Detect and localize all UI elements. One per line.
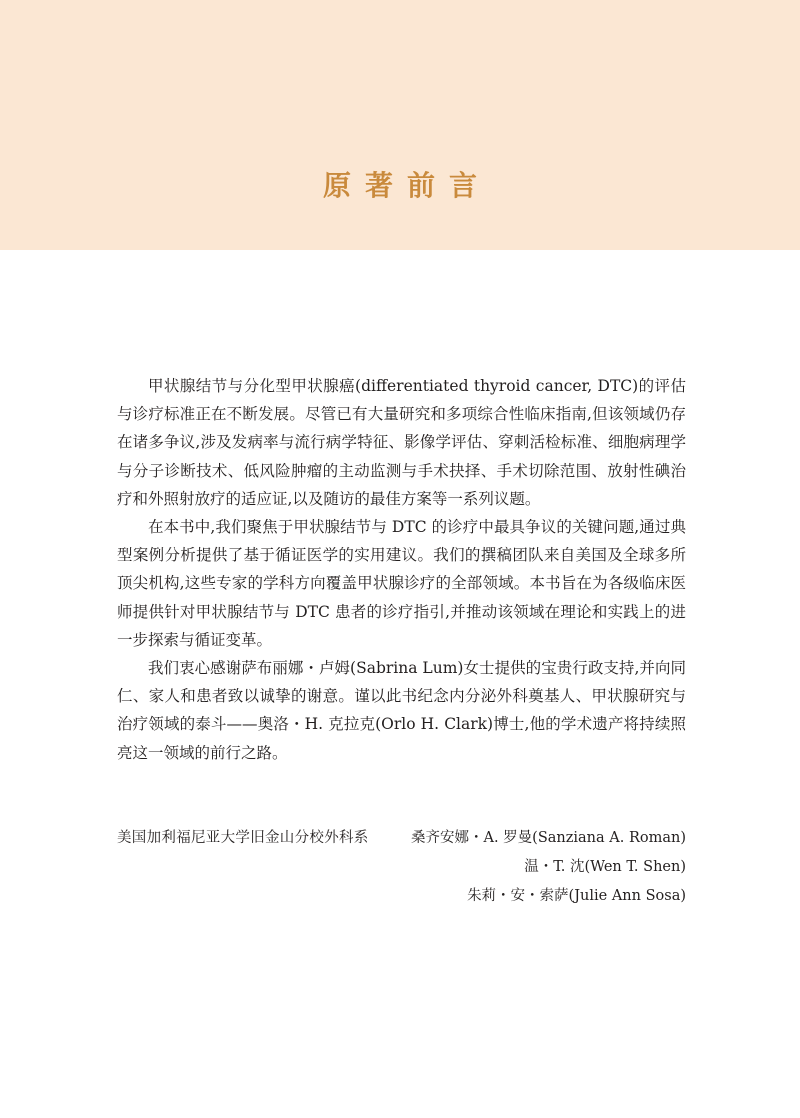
signature-line [117,824,686,853]
signature-block [117,824,686,911]
paragraph: 我们衷心感谢萨布丽娜・卢姆(Sabrina Lum)女士提供的宝贵行政支持,并向同仁、家人和患者致以诚挚的谢意。谨以此书纪念内分泌外科奠基人、甲状腺研究与治疗领域的泰斗——奥洛・H. 克拉克(Orlo H. Clark)博士,他的学术遗产将持续照亮这一领域的前行之路。 [117,659,686,762]
paragraph: 在本书中,我们聚焦于甲状腺结节与 DTC 的诊疗中最具争议的关键问题,通过典型案例分析提供了基于循证医学的实用建议。我们的撰稿团队来自美国及全球多所顶尖机构,这些专家的学科方向覆盖甲状腺诊疗的全部领域。本书旨在为各级临床医师提供针对甲状腺结节与 DTC 患者的诊疗指引,并推动该领域在理论和实践上的进一步探索与循证变革。 [117,518,686,649]
preface-body [117,372,686,767]
author-name: 桑齐安娜・A. 罗曼(Sanziana A. Roman) [410,830,686,846]
signature-line [117,853,686,882]
author-name: 朱莉・安・索萨(Julie Ann Sosa) [467,888,686,904]
header-band [0,0,800,250]
signature-line [117,882,686,911]
paragraph: 甲状腺结节与分化型甲状腺癌(differentiated thyroid cancer, DTC)的评估与诊疗标准正在不断发展。尽管已有大量研究和多项综合性临床指南,但该领域仍存在诸多争议,涉及发病率与流行病学特征、影像学评估、穿刺活检标准、细胞病理学与分子诊断技术、低风险肿瘤的主动监测与手术抉择、手术切除范围、放射性碘治疗和外照射放疗的适应证,以及随访的最佳方案等一系列议题。 [117,377,686,508]
page-title: 原著前言 [322,169,491,202]
author-name: 温・T. 沈(Wen T. Shen) [524,859,686,875]
author-affiliation: 美国加利福尼亚大学旧金山分校外科系 [117,830,369,846]
